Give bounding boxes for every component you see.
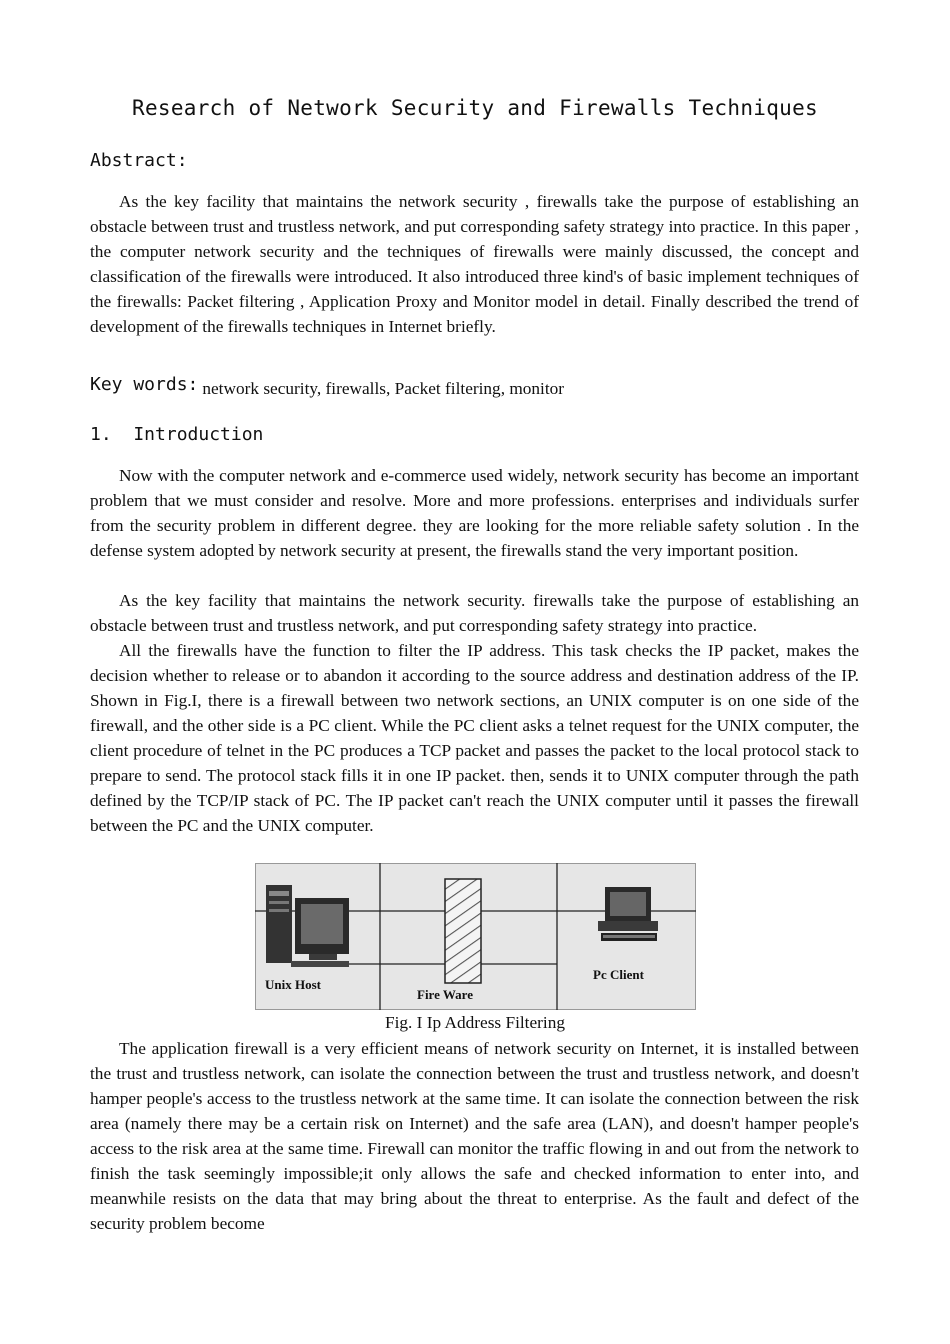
keywords-line xyxy=(90,374,859,398)
pc-client-label: Pc Client xyxy=(593,967,644,982)
figure-caption: Fig. I Ip Address Filtering xyxy=(384,1013,565,1032)
fire-ware-label: Fire Ware xyxy=(417,987,473,1002)
paper-title: Research of Network Security and Firewalls Techniques xyxy=(132,96,818,120)
abstract-text: As the key facility that maintains the network security , firewalls take the purpose of establishing an obstacle between trust and trustless network, and put corresponding safety strategy into practice. In this paper , the computer network security and the techniques of firewalls were mainly discussed, the concept and classification of the firewalls were introduced. It also introduced three kind's of basic implement techniques of the firewalls: Packet filtering , Application Proxy and Monitor model in detail. Finally described the trend of development of the firewalls techniques in Internet briefly. xyxy=(90,192,859,336)
firewall-icon xyxy=(445,879,481,983)
unix-host-label: Unix Host xyxy=(265,977,321,992)
section-1-heading: 1. Introduction xyxy=(90,424,264,445)
intro-paragraph-3: All the firewalls have the function to filter the IP address. This task checks the IP packet, makes the decision whether to release or to abandon it according to the source address and destination address of the IP. Shown in Fig.I, there is a firewall between two network sections, an UNIX computer is on one side of the firewall, and the other side is a PC client. While the PC client asks a telnet request for the UNIX computer, the client procedure of telnet in the PC produces a TCP packet and passes the packet to the local protocol stack to prepare to send. The protocol stack fills it in one IP packet. then, sends it to UNIX computer through the path defined by the TCP/IP stack of PC. The IP packet can't reach the UNIX computer until it passes the firewall between the PC and the UNIX computer. xyxy=(90,641,859,835)
intro-paragraph-2: As the key facility that maintains the network security. firewalls take the purpose of establishing an obstacle between trust and trustless network, and put corresponding safety strategy into practice. xyxy=(90,591,859,635)
abstract-heading: Abstract: xyxy=(90,150,188,171)
intro-paragraph-1: Now with the computer network and e-commerce used widely, network security has become an important problem that we must consider and resolve. More and more professions. enterprises and individuals surfer from the security problem in different degree. they are looking for the more reliable safety solution . In the defense system adopted by network security at present, the firewalls stand the very important position. xyxy=(90,466,859,560)
intro-paragraph-4: The application firewall is a very efficient means of network security on Internet, it is installed between the trust and trustless network, can isolate the connection between the trust and trustless network, and doesn't hamper people's access to the trustless network at the same time. It can isolate the connection between the risk area (namely there may be a certain risk on Internet) and the safe area (LAN), and doesn't hamper people's access to the risk area at the same time. Firewall can monitor the traffic flowing in and out from the network to finish the task seemingly impossible;it only allows the safe and checked information to enter into, and meanwhile resists on the data that may bring about the threat to enterprise. As the fault and defect of the security problem become xyxy=(90,1039,859,1233)
keywords-text: network security, firewalls, Packet filtering, monitor xyxy=(202,379,565,398)
network-diagram xyxy=(255,863,696,1010)
figure-ip-filtering xyxy=(255,863,696,1010)
keywords-label: Key words: xyxy=(90,374,199,395)
